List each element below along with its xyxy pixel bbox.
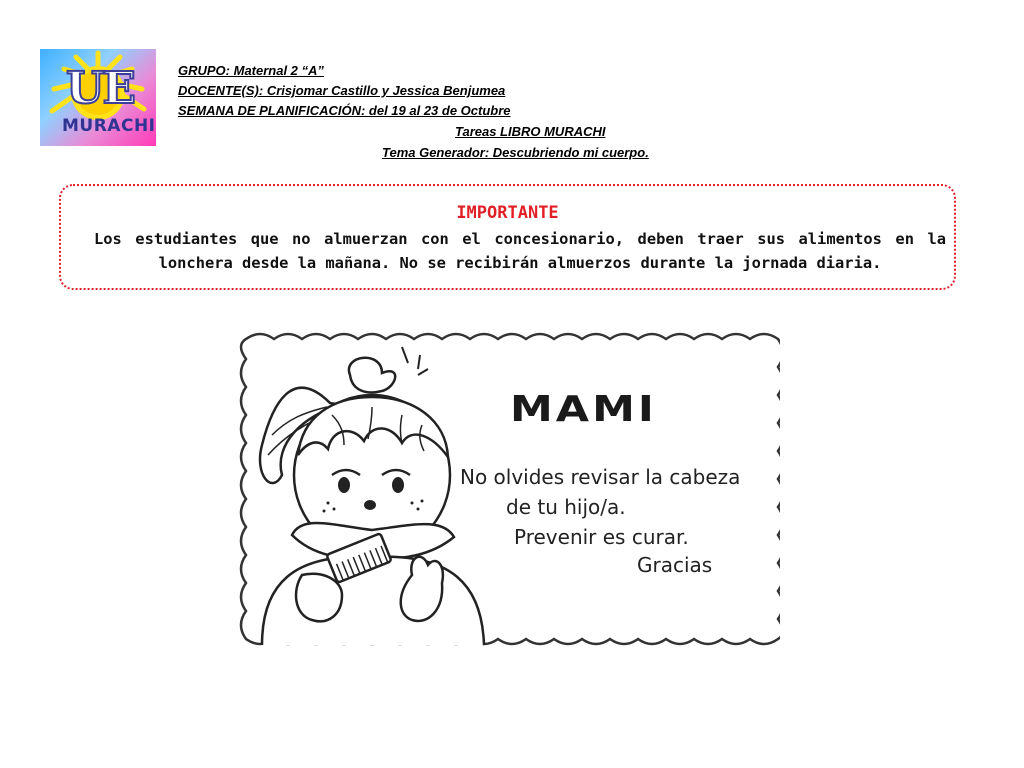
theme-line: Tema Generador: Descubriendo mi cuerpo. <box>382 145 649 160</box>
lice-reminder-card <box>232 325 780 651</box>
tasks-line: Tareas LIBRO MURACHI <box>455 124 606 139</box>
teachers-line: DOCENTE(S): Crisjomar Castillo y Jessica Benjumea <box>178 83 506 98</box>
card-line-4: Gracias <box>637 553 713 577</box>
logo-initials: UE <box>66 63 134 114</box>
group-line: GRUPO: Maternal 2 “A” <box>178 63 324 78</box>
notice-title: IMPORTANTE <box>456 203 559 223</box>
card-line-3: Prevenir es curar. <box>514 525 689 549</box>
important-notice <box>59 184 956 290</box>
notice-message: Los estudiantes que no almuerzan con el concesionario, deben traer sus alimentos en la lonchera desde la mañana. No se recibirán almuerzos durante la jornada diaria. <box>94 230 946 272</box>
card-line-1: No olvides revisar la cabeza <box>460 465 741 489</box>
card-line-2: de tu hijo/a. <box>506 495 626 519</box>
card-heading: MAMI <box>510 389 657 430</box>
logo-name: MURACHI <box>62 116 156 136</box>
school-logo <box>40 49 156 146</box>
week-line: SEMANA DE PLANIFICACIÓN: del 19 al 23 de Octubre <box>178 103 511 118</box>
